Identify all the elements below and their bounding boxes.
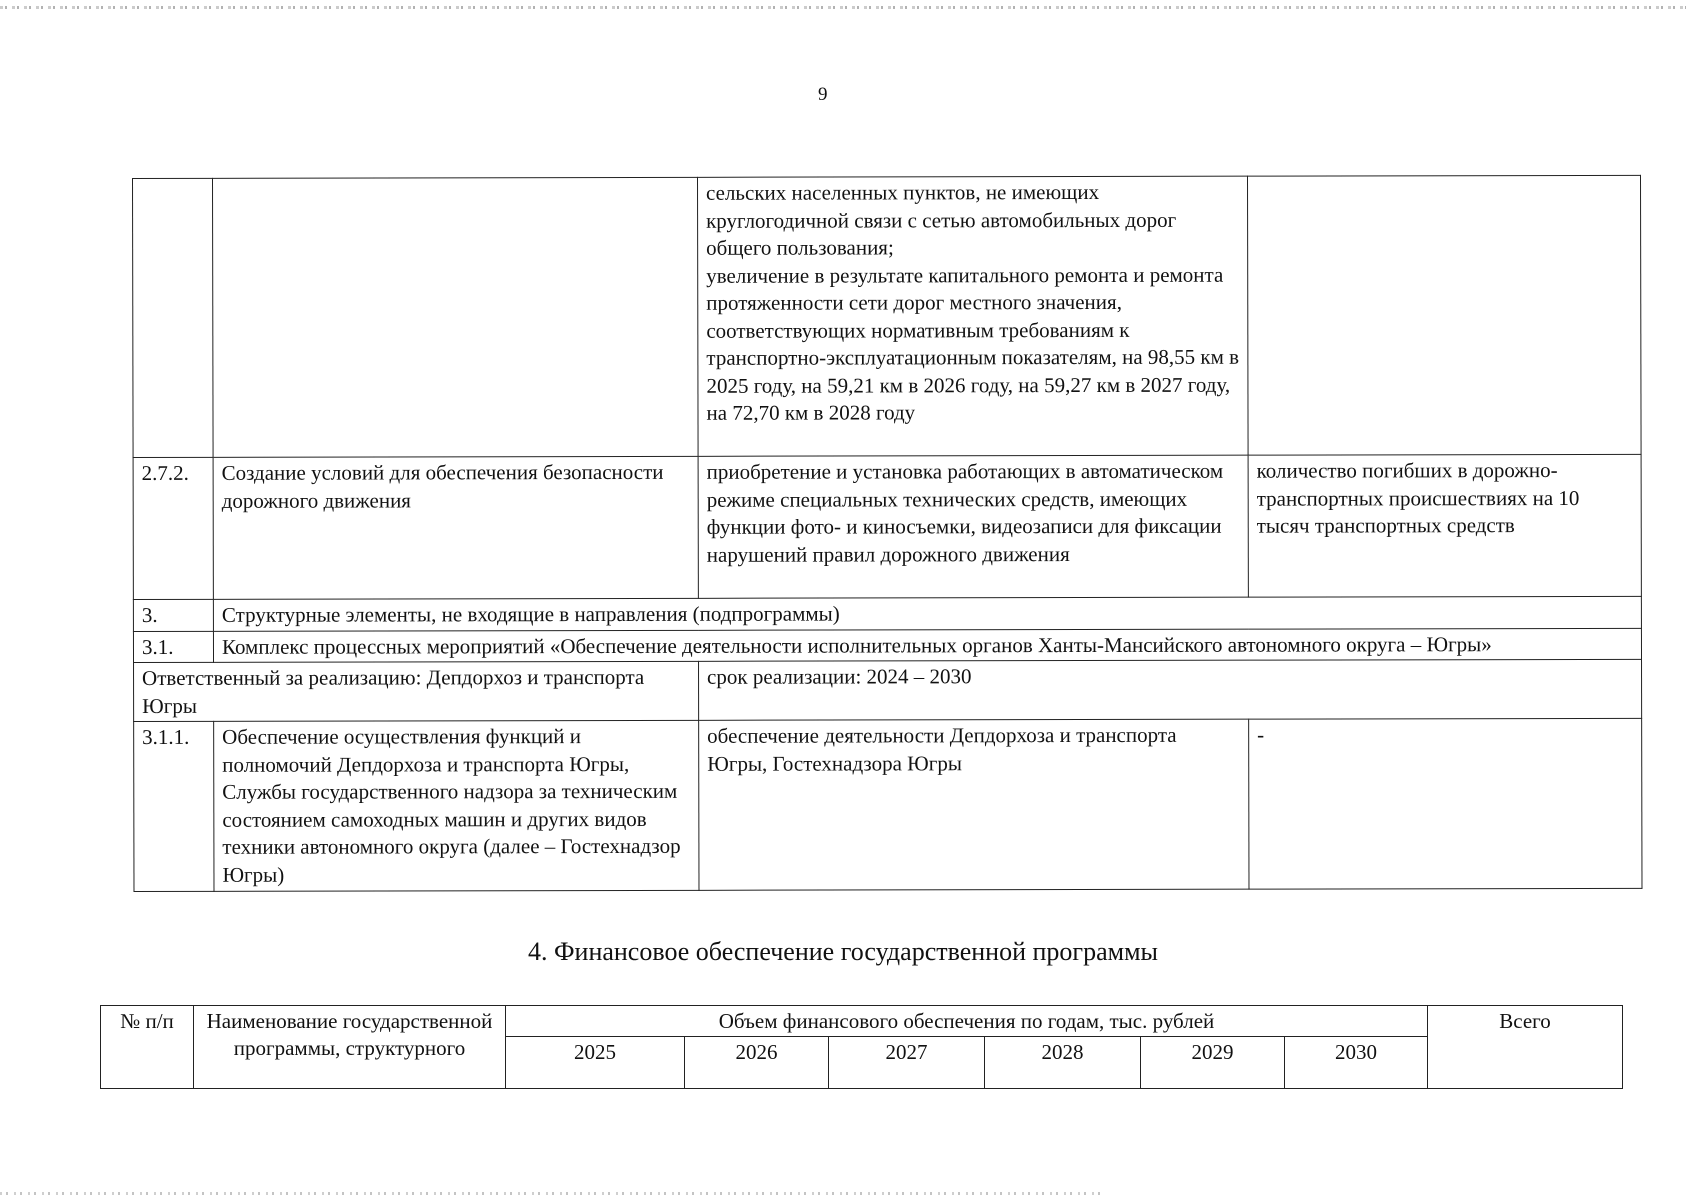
page-number: 9 <box>818 84 828 105</box>
cell-result: приобретение и установка работающих в автоматическом режиме специальных технических средств, имеющих функции фото- и киносъемки, видеозаписи для фиксации нарушений правил дорожного движения <box>698 455 1248 598</box>
cell-result: обеспечение деятельности Депдорхоза и транспорта Югры, Гостехнадзора Югры <box>699 719 1249 890</box>
header-name-text: Наименование государственной программы, структурного <box>206 1009 493 1060</box>
cell-indicator: - <box>1249 718 1642 889</box>
header-volume: Объем финансового обеспечения по годам, тыс. рублей <box>506 1006 1428 1037</box>
header-year-2028: 2028 <box>985 1037 1141 1089</box>
financing-table <box>100 1005 1623 1089</box>
header-name <box>194 1006 506 1089</box>
cell-period: срок реализации: 2024 – 2030 <box>699 659 1642 720</box>
table-row-continuation <box>133 175 1642 457</box>
cell-task: Создание условий для обеспечения безопасности дорожного движения <box>213 456 698 599</box>
cell-result-continuation: сельских населенных пунктов, не имеющих круглогодичной связи с сетью автомобильных дорог общего пользования; увеличение в результате капитального ремонта и ремонта протяженности сети дорог местного значения, соответствующих нормативным требованиям к транспортно-эксплуатационным показателям, на 98,55 км в 2025 году, на 59,21 км в 2026 году, на 59,27 км в 2027 году, на 72,70 км в 2028 году <box>697 176 1248 456</box>
scan-edge-top <box>0 6 1686 9</box>
header-num: № п/п <box>101 1006 194 1089</box>
table-row-3 <box>133 596 1641 631</box>
cell-task-empty <box>213 177 699 457</box>
row-number: 3.1.1. <box>134 721 214 891</box>
cell-section-title: Структурные элементы, не входящие в направления (подпрограммы) <box>213 596 1641 630</box>
cell-task: Обеспечение осуществления функций и полномочий Депдорхоза и транспорта Югры, Службы государственного надзора за техническим состоянием самоходных машин и других видов техники автономного округа (далее – Гостехнадзор Югры) <box>214 720 699 891</box>
header-year-2030: 2030 <box>1285 1037 1428 1089</box>
section-title: 4. Финансовое обеспечение государственной программы <box>527 937 1159 966</box>
header-year-2029: 2029 <box>1141 1037 1285 1089</box>
table-row-3-1 <box>133 628 1641 663</box>
row-number: 2.7.2. <box>133 457 213 599</box>
cell-indicator-empty <box>1247 175 1641 455</box>
cell-indicator: количество погибших в дорожно-транспортных происшествиях на 10 тысяч транспортных средств <box>1248 454 1641 597</box>
cell-responsible: Ответственный за реализацию: Депдорхоз и транспорта Югры <box>134 661 699 721</box>
table-row-responsible <box>134 659 1642 721</box>
fin-header-row <box>101 1006 1623 1037</box>
header-year-2027: 2027 <box>829 1037 985 1089</box>
cell-num-empty <box>133 178 214 457</box>
table-row-3-1-1 <box>134 718 1642 891</box>
header-total: Всего <box>1428 1006 1623 1089</box>
structure-table <box>132 175 1642 892</box>
row-number: 3. <box>133 599 213 631</box>
table-row-2-7-2 <box>133 454 1641 599</box>
cell-complex-title: Комплекс процессных мероприятий «Обеспечение деятельности исполнительных органов Ханты-Мансийского автономного округа – Югры» <box>213 628 1641 662</box>
scan-edge-bottom <box>0 1192 1100 1195</box>
header-year-2026: 2026 <box>685 1037 829 1089</box>
header-year-2025: 2025 <box>506 1037 685 1089</box>
row-number: 3.1. <box>133 631 213 663</box>
